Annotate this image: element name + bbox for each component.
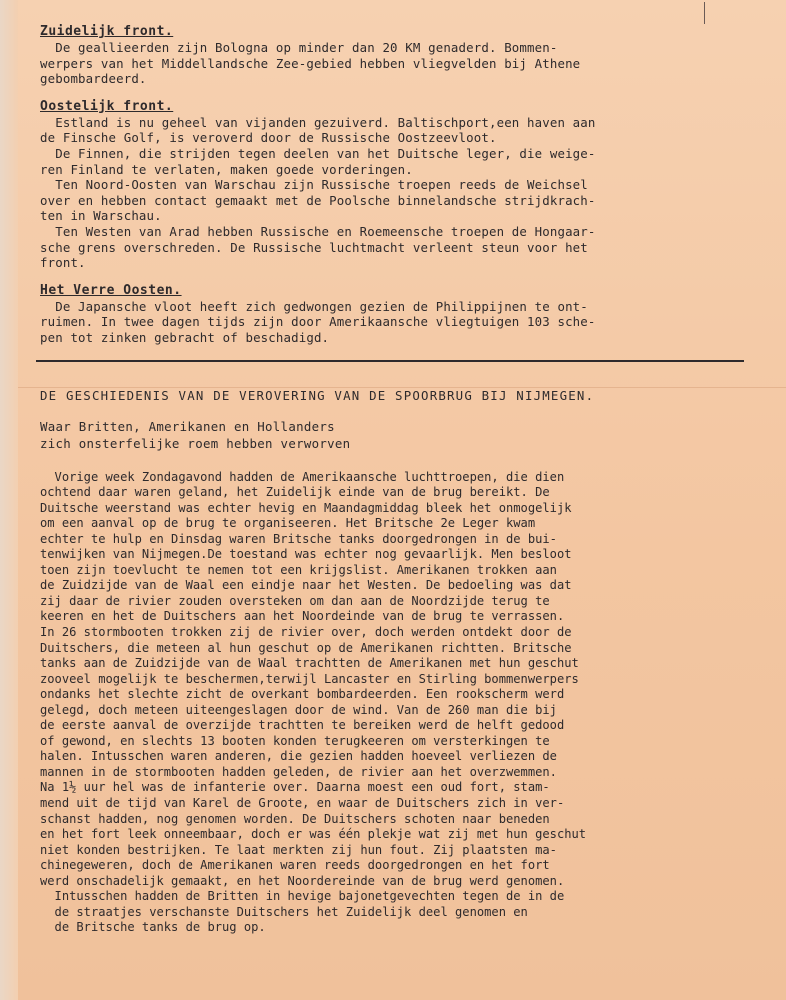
- text-line: ren Finland te verlaten, maken goede vorderingen.: [40, 161, 413, 177]
- text-line: ondanks het slechte zicht de overkant bombardeerden. Een rookscherm werd: [40, 687, 565, 702]
- text-line: chinegeweren, doch de Amerikanen waren reeds doorgedrongen en het fort: [40, 858, 550, 873]
- text-line: Ten Noord-Oosten van Warschau zijn Russische troepen reeds de Weichsel: [40, 177, 588, 193]
- article-bridge: [40, 388, 740, 936]
- article-subtitle-line: zich onsterfelijke roem hebben verworven: [40, 435, 351, 451]
- text-line: werpers van het Middellandsche Zee-gebied hebben vliegvelden bij Athene: [40, 55, 581, 71]
- text-line: ruimen. In twee dagen tijds zijn door Amerikaansche vliegtuigen 103 sche-: [40, 314, 596, 330]
- text-line: werd onschadelijk gemaakt, en het Noordereinde van de brug werd genomen.: [40, 873, 565, 888]
- text-line: De Japansche vloot heeft zich gedwongen gezien de Philippijnen te ont-: [40, 298, 588, 314]
- text-line: Vorige week Zondagavond hadden de Amerikaansche luchttroepen, die dien: [40, 469, 565, 484]
- text-line: keeren en het de Duitschers aan het Noordeinde van de brug te verrassen.: [40, 609, 565, 624]
- text-line: en het fort leek onneembaar, doch er was één plekje wat zij met hun geschut: [40, 827, 587, 842]
- text-line: Ten Westen van Arad hebben Russische en Roemeensche troepen de Hongaar-: [40, 223, 596, 239]
- article-body: [40, 470, 740, 936]
- text-line: De Finnen, die strijden tegen deelen van het Duitsche leger, die weige-: [40, 145, 596, 161]
- text-line: ten in Warschau.: [40, 208, 162, 224]
- section-far-east: [40, 283, 740, 346]
- text-line: gelegd, doch meteen uiteengeslagen door de wind. Van de 260 man die bij: [40, 702, 557, 717]
- text-line: schanst hadden, nog genomen worden. De Duitschers schoten naar beneden: [40, 811, 550, 826]
- text-line: sche grens overschreden. De Russische luchtmacht verleent steun voor het: [40, 239, 588, 255]
- text-line: Duitschers, die meteen al hun geschut op de Amerikanen richtten. Britsche: [40, 640, 572, 655]
- text-line: de straatjes verschanste Duitschers het Zuidelijk deel genomen en: [40, 904, 528, 919]
- text-line: de Finsche Golf, is veroverd door de Russische Oostzeevloot.: [40, 130, 497, 146]
- text-line: In 26 stormbooten trokken zij de rivier over, doch werden ontdekt door de: [40, 624, 572, 639]
- text-line: halen. Intusschen waren anderen, die gezien hadden hoeveel verliezen de: [40, 749, 557, 764]
- section-heading: Oostelijk front.: [40, 98, 174, 114]
- article-subtitle-line: Waar Britten, Amerikanen en Hollanders: [40, 418, 335, 434]
- text-line: over en hebben contact gemaakt met de Poolsche binnelandsche strijdkrach-: [40, 192, 596, 208]
- section-eastern-front: [40, 99, 740, 271]
- text-line: De geallieerden zijn Bologna op minder dan 20 KM genaderd. Bommen-: [40, 40, 558, 55]
- text-line: Intusschen hadden de Britten in hevige bajonetgevechten tegen de in de: [40, 889, 565, 904]
- text-line: mend uit de tijd van Karel de Groote, en waar de Duitschers zich in ver-: [40, 795, 565, 810]
- article-title: DE GESCHIEDENIS VAN DE VEROVERING VAN DE SPOORBRUG BIJ NIJMEGEN.: [40, 387, 595, 403]
- text-line: de Britsche tanks de brug op.: [40, 920, 266, 935]
- text-line: mannen in de stormbooten hadden geleden, de rivier aan het overzwemmen.: [40, 764, 557, 779]
- text-line: de eerste aanval de overzijde trachtten te bereiken werd de helft gedood: [40, 718, 565, 733]
- text-line: pen tot zinken gebracht of beschadigd.: [40, 329, 330, 345]
- text-line: om een aanval op de brug te organiseeren. Het Britsche 2e Leger kwam: [40, 516, 536, 531]
- text-line: zooveel mogelijk te beschermen,terwijl Lancaster en Stirling bommenwerpers: [40, 671, 579, 686]
- text-line: echter te hulp en Dinsdag waren Britsche tanks doorgedrongen in de bui-: [40, 531, 557, 546]
- text-line: de Zuidzijde van de Waal een eindje naar het Westen. De bedoeling was dat: [40, 578, 572, 593]
- text-line: niet konden bestrijken. Te laat merkten zij hun fout. Zij plaatsten ma-: [40, 842, 557, 857]
- text-line: of gewond, en slechts 13 booten konden terugkeeren om versterkingen te: [40, 733, 550, 748]
- section-heading: Zuidelijk front.: [40, 24, 174, 39]
- text-line: toen zijn toevlucht te nemen tot een krijgslist. Amerikanen trokken aan: [40, 562, 557, 577]
- text-line: zij daar de rivier zouden oversteken om dan aan de Noordzijde terug te: [40, 593, 550, 608]
- text-line: Duitsche weerstand was echter hevig en Maandagmiddag bleek het onmogelijk: [40, 500, 572, 515]
- newsletter-content: [40, 18, 740, 936]
- section-southern-front: [40, 24, 740, 87]
- text-line: Na 1½ uur hel was de infanterie over. Daarna moest een oud fort, stam-: [40, 780, 550, 795]
- text-line: gebombardeerd.: [40, 71, 147, 87]
- text-line: Estland is nu geheel van vijanden gezuiverd. Baltischport,een haven aan: [40, 114, 596, 130]
- text-line: ochtend daar waren geland, het Zuidelijk einde van de brug bereikt. De: [40, 485, 550, 500]
- section-heading: Het Verre Oosten.: [40, 282, 182, 298]
- text-line: front.: [40, 255, 86, 271]
- text-line: tenwijken van Nijmegen.De toestand was echter nog gevaarlijk. Men besloot: [40, 547, 572, 562]
- text-line: tanks aan de Zuidzijde van de Waal trachtten de Amerikanen met hun geschut: [40, 656, 579, 671]
- section-divider: [36, 360, 744, 362]
